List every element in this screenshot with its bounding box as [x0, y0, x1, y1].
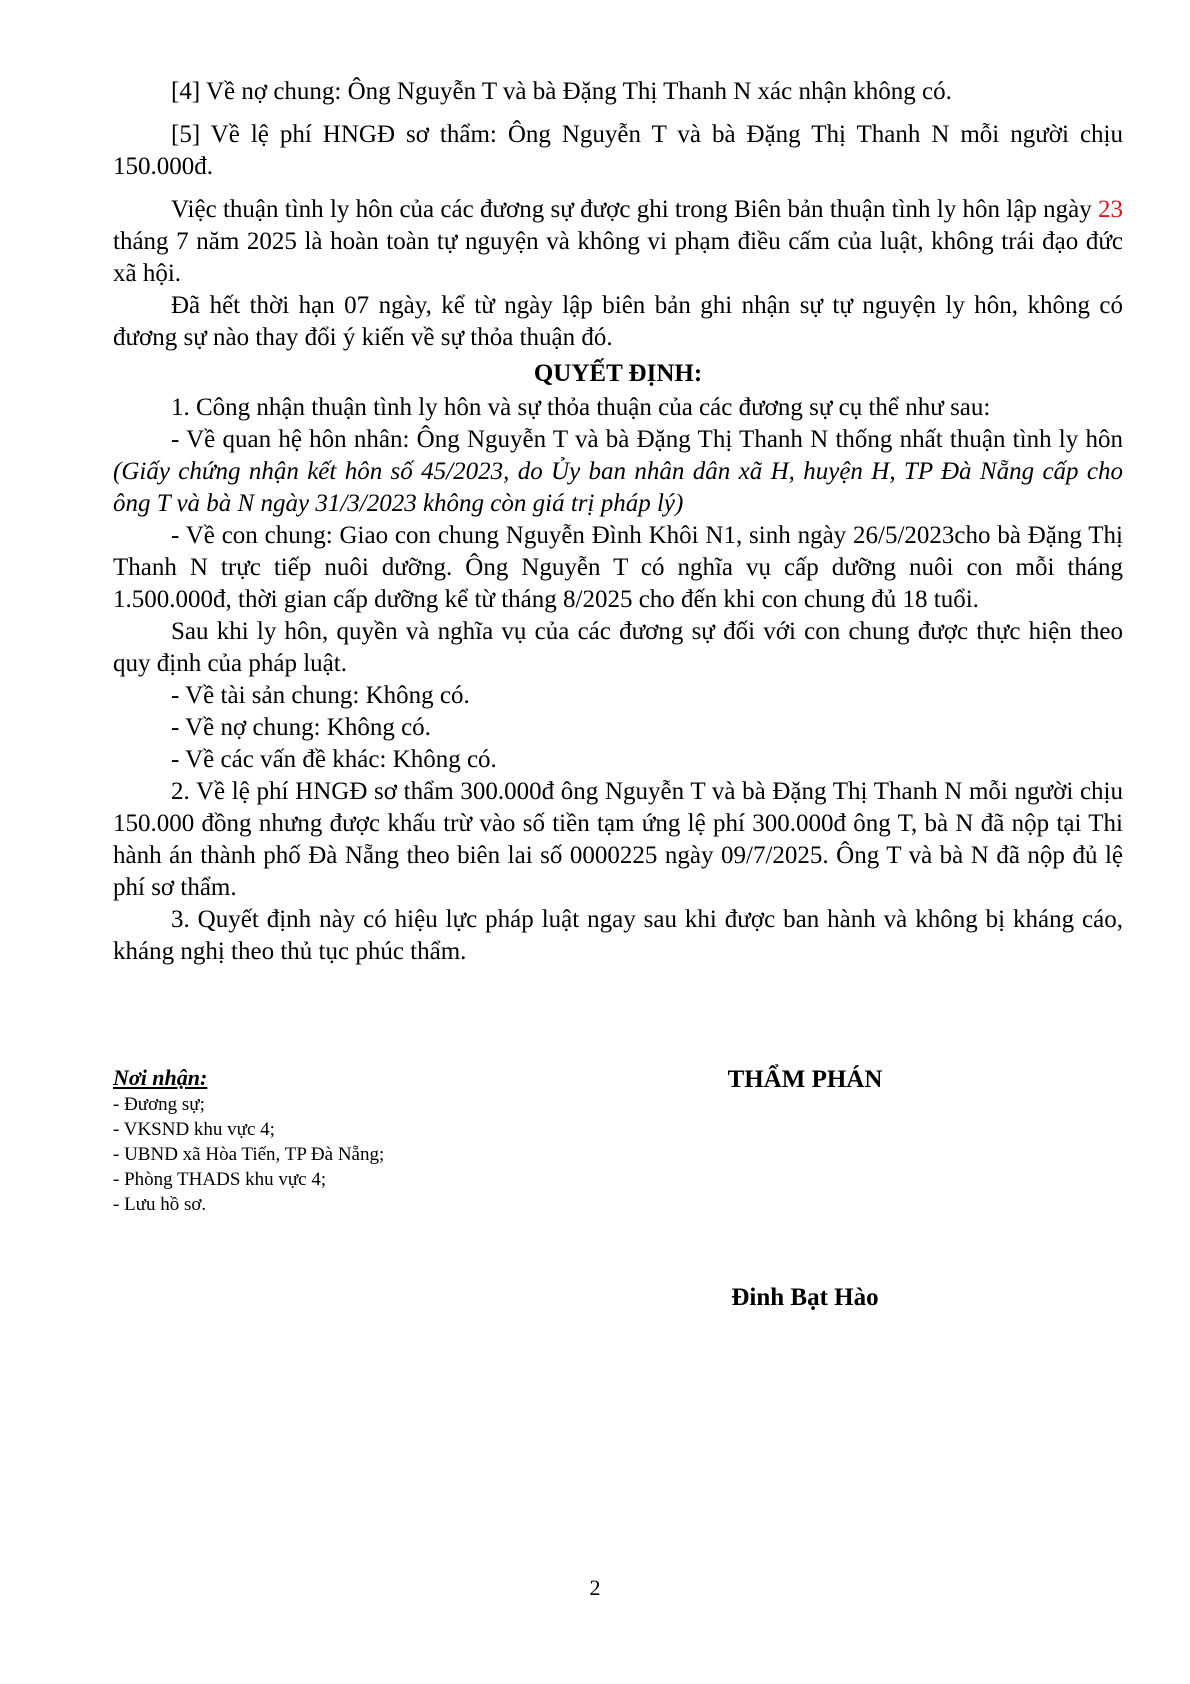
paragraph-time-limit: Đã hết thời hạn 07 ngày, kể từ ngày lập biên bản ghi nhận sự tự nguyện ly hôn, không có đương sự nào thay đổi ý kiến về sự thỏa thuận đó. — [113, 292, 1123, 351]
document-body — [113, 76, 1123, 968]
decision-item-2-fee: 2. Về lệ phí HNGĐ sơ thẩm 300.000đ ông Nguyễn T và bà Đặng Thị Thanh N mỗi người chịu 150.000 đồng nhưng được khấu trừ vào số tiền tạm ứng lệ phí 300.000đ ông T, bà N đã nộp tại Thi hành án thành phố Đà Nẵng theo biên lai số 0000225 ngày 09/7/2025. Ông T và bà N đã nộp đủ lệ phí sơ thẩm. — [113, 778, 1123, 901]
judge-title: THẨM PHÁN — [727, 1066, 883, 1093]
recipient-item: - Lưu hồ sơ. — [113, 1194, 207, 1215]
recipient-item: - UBND xã Hòa Tiến, TP Đà Nẵng; — [113, 1144, 385, 1165]
decision-heading: QUYẾT ĐỊNH: — [533, 360, 703, 387]
recipient-item: - VKSND khu vực 4; — [113, 1119, 275, 1140]
decision-common-property: - Về tài sản chung: Không có. — [171, 682, 470, 709]
page-number: 2 — [589, 1575, 601, 1600]
agreement-text-start: Việc thuận tình ly hôn của các đương sự được ghi trong Biên bản thuận tình ly hôn lập ngày — [171, 196, 1098, 223]
decision-rights-after-divorce: Sau khi ly hôn, quyền và nghĩa vụ của các đương sự đối với con chung được thực hiện theo quy định của pháp luật. — [113, 618, 1123, 677]
recipients-block — [113, 1064, 553, 1217]
decision-item-1: 1. Công nhận thuận tình ly hôn và sự thỏa thuận của các đương sự cụ thể như sau: — [171, 394, 991, 421]
recipient-item: - Phòng THADS khu vực 4; — [113, 1169, 327, 1190]
judge-name: Đinh Bạt Hào — [731, 1284, 879, 1311]
decision-common-debt: - Về nợ chung: Không có. — [171, 714, 431, 741]
agreement-text-end: tháng 7 năm 2025 là hoàn toàn tự nguyện và không vi phạm điều cấm của luật, không trái đạo đức xã hội. — [113, 228, 1123, 287]
paragraph-court-fee: [5] Về lệ phí HNGĐ sơ thẩm: Ông Nguyễn T và bà Đặng Thị Thanh N mỗi người chịu 150.000đ. — [113, 121, 1123, 180]
decision-children: - Về con chung: Giao con chung Nguyễn Đình Khôi N1, sinh ngày 26/5/2023cho bà Đặng Thị Thanh N trực tiếp nuôi dưỡng. Ông Nguyễn T có nghĩa vụ cấp dưỡng nuôi con mỗi tháng 1.500.000đ, thời gian cấp dưỡng kể từ tháng 8/2025 cho đến khi con chung đủ 18 tuổi. — [113, 522, 1123, 613]
decision-item-3-effect: 3. Quyết định này có hiệu lực pháp luật ngay sau khi được ban hành và không bị kháng cáo, kháng nghị theo thủ tục phúc thẩm. — [113, 906, 1123, 965]
paragraph-common-debt: [4] Về nợ chung: Ông Nguyễn T và bà Đặng Thị Thanh N xác nhận không có. — [171, 78, 952, 105]
marriage-certificate-note: (Giấy chứng nhận kết hôn số 45/2023, do Ủy ban nhân dân xã H, huyện H, TP Đà Nẵng cấp cho ông T và bà N ngày 31/3/2023 không còn giá trị pháp lý) — [113, 458, 1123, 517]
agreement-day: 23 — [1098, 196, 1123, 223]
paragraph-voluntary-agreement — [113, 194, 1123, 290]
marriage-text: - Về quan hệ hôn nhân: Ông Nguyễn T và bà Đặng Thị Thanh N thống nhất thuận tình ly hôn — [171, 426, 1123, 453]
decision-marriage — [113, 424, 1123, 520]
recipients-title: Nơi nhận: — [113, 1065, 208, 1090]
recipient-item: - Đương sự; — [113, 1094, 205, 1115]
decision-other-issues: - Về các vấn đề khác: Không có. — [171, 746, 497, 773]
